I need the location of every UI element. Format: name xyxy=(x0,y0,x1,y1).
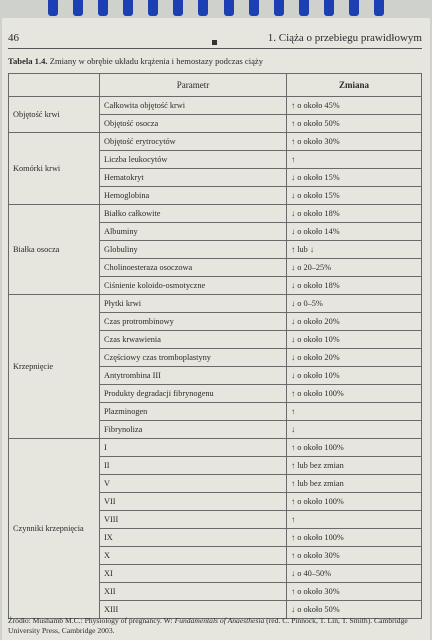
binding-ring xyxy=(349,0,359,16)
caption-label: Tabela 1.4. xyxy=(8,56,48,66)
binding-ring xyxy=(198,0,208,16)
change-cell: ↓ o około 18% xyxy=(287,277,422,295)
param-cell: I xyxy=(100,439,287,457)
group-label: Czynniki krzepnięcia xyxy=(9,439,100,619)
param-cell: VIII xyxy=(100,511,287,529)
change-cell: ↑ o około 100% xyxy=(287,529,422,547)
table-row xyxy=(9,133,422,151)
binding-ring xyxy=(48,0,58,16)
param-cell: XII xyxy=(100,583,287,601)
change-cell: ↓ o 40–50% xyxy=(287,565,422,583)
caption-text: Zmiany w obrębie układu krążenia i hemostazy podczas ciąży xyxy=(49,56,264,66)
param-cell: Czas krwawienia xyxy=(100,331,287,349)
header-marker xyxy=(212,40,217,45)
binding-ring xyxy=(73,0,83,16)
param-cell: Objętość erytrocytów xyxy=(100,133,287,151)
table-row xyxy=(9,205,422,223)
param-cell: XIII xyxy=(100,601,287,619)
change-cell: ↓ o około 10% xyxy=(287,367,422,385)
change-cell: ↑ o około 30% xyxy=(287,583,422,601)
param-cell: IX xyxy=(100,529,287,547)
group-label: Objętość krwi xyxy=(9,97,100,133)
param-cell: Ciśnienie koloido-osmotyczne xyxy=(100,277,287,295)
param-cell: Antytrombina III xyxy=(100,367,287,385)
binding-ring xyxy=(274,0,284,16)
binding-ring xyxy=(299,0,309,16)
change-cell: ↑ o około 45% xyxy=(287,97,422,115)
group-label: Krzepnięcie xyxy=(9,295,100,439)
binding-ring xyxy=(374,0,384,16)
source-book: Fundamentals of Anaesthesia xyxy=(174,616,265,625)
binding-ring xyxy=(148,0,158,16)
param-cell: Czas protrombinowy xyxy=(100,313,287,331)
binding-ring xyxy=(224,0,234,16)
param-cell: Albuminy xyxy=(100,223,287,241)
change-cell: ↓ o 20–25% xyxy=(287,259,422,277)
header-rule xyxy=(8,48,422,49)
change-cell: ↑ o około 30% xyxy=(287,133,422,151)
change-cell: ↓ o około 50% xyxy=(287,601,422,619)
change-cell: ↑ xyxy=(287,151,422,169)
param-cell: Białko całkowite xyxy=(100,205,287,223)
change-cell: ↓ o 0–5% xyxy=(287,295,422,313)
header-blank xyxy=(9,74,100,97)
change-cell: ↑ lub bez zmian xyxy=(287,457,422,475)
param-cell: Cholinoesteraza osoczowa xyxy=(100,259,287,277)
param-cell: Całkowita objętość krwi xyxy=(100,97,287,115)
circulation-table xyxy=(8,73,422,619)
param-cell: Płytki krwi xyxy=(100,295,287,313)
page-number: 46 xyxy=(8,32,19,44)
change-cell: ↑ xyxy=(287,511,422,529)
binding-ring xyxy=(98,0,108,16)
change-cell: ↑ xyxy=(287,403,422,421)
table-row xyxy=(9,295,422,313)
binding-ring xyxy=(324,0,334,16)
header-param: Parametr xyxy=(100,74,287,97)
table-header-row xyxy=(9,74,422,97)
change-cell: ↓ o około 20% xyxy=(287,313,422,331)
param-cell: X xyxy=(100,547,287,565)
param-cell: Liczba leukocytów xyxy=(100,151,287,169)
change-cell: ↑ lub ↓ xyxy=(287,241,422,259)
param-cell: Hemoglobina xyxy=(100,187,287,205)
param-cell: Częściowy czas tromboplastyny xyxy=(100,349,287,367)
table-body xyxy=(9,97,422,619)
change-cell: ↑ o około 100% xyxy=(287,439,422,457)
header-change: Zmiana xyxy=(287,74,422,97)
param-cell: Objętość osocza xyxy=(100,115,287,133)
param-cell: Hematokryt xyxy=(100,169,287,187)
change-cell: ↓ o około 18% xyxy=(287,205,422,223)
change-cell: ↑ o około 30% xyxy=(287,547,422,565)
binding-ring xyxy=(173,0,183,16)
running-head: 1. Ciąża o przebiegu prawidłowym xyxy=(267,32,422,44)
param-cell: Plazminogen xyxy=(100,403,287,421)
change-cell: ↑ o około 100% xyxy=(287,385,422,403)
group-label: Białka osocza xyxy=(9,205,100,295)
param-cell: Produkty degradacji fibrynogenu xyxy=(100,385,287,403)
binding-ring xyxy=(249,0,259,16)
change-cell: ↓ o około 20% xyxy=(287,349,422,367)
book-page xyxy=(2,18,430,640)
source-prefix: Źródło: Mushamb M.C.: Physiology of pregnancy. W: xyxy=(8,616,175,625)
param-cell: VII xyxy=(100,493,287,511)
param-cell: V xyxy=(100,475,287,493)
param-cell: II xyxy=(100,457,287,475)
spiral-binding xyxy=(0,0,432,18)
change-cell: ↑ o około 100% xyxy=(287,493,422,511)
group-label: Komórki krwi xyxy=(9,133,100,205)
change-cell: ↓ o około 15% xyxy=(287,169,422,187)
source-suffix: (red. C. Pinnock, T. Lin, T. Smith). Cambridge University Press, Cambridge 2003. xyxy=(8,616,408,635)
table-row xyxy=(9,97,422,115)
table-row xyxy=(9,439,422,457)
param-cell: Globuliny xyxy=(100,241,287,259)
change-cell: ↓ o około 15% xyxy=(287,187,422,205)
change-cell: ↑ o około 50% xyxy=(287,115,422,133)
change-cell: ↓ o około 14% xyxy=(287,223,422,241)
source-note xyxy=(8,616,422,636)
param-cell: Fibrynoliza xyxy=(100,421,287,439)
change-cell: ↓ xyxy=(287,421,422,439)
change-cell: ↑ lub bez zmian xyxy=(287,475,422,493)
change-cell: ↓ o około 10% xyxy=(287,331,422,349)
binding-ring xyxy=(123,0,133,16)
param-cell: XI xyxy=(100,565,287,583)
table-caption xyxy=(8,56,263,66)
